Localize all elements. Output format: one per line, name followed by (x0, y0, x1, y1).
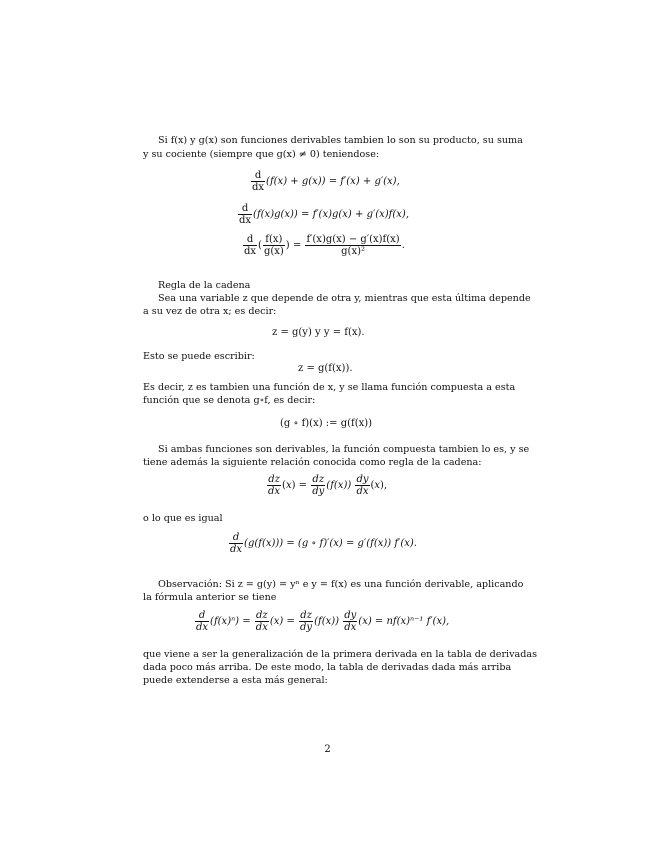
quotient-numerator: f(x) (265, 234, 283, 245)
dx-denominator: dx (230, 544, 243, 555)
both-derivable-line-2: tiene además la siguiente relación conocida como regla de la cadena: (143, 457, 482, 468)
power-lhs: (f(x)ⁿ) = (210, 616, 251, 627)
chain-intro-line-1: Sea una variable z que depende de otra y, mientras que esta última depende (158, 293, 531, 304)
dx-denominator: dx (239, 215, 252, 226)
dy-denominator: dy (312, 486, 325, 497)
after-line-2: dada poco más arriba. De este modo, la tabla de derivadas dada más arriba (143, 662, 512, 673)
dz-numerator: dz (312, 474, 325, 485)
composition-equation: z = g(f(x)). (298, 363, 353, 374)
dz-numerator: dz (268, 474, 280, 485)
dx-denominator: dx (196, 622, 209, 633)
composite-derivative-equation (228, 532, 417, 555)
observation-line-1: Observación: Si z = g(y) = yⁿ e y = f(x) es una función derivable, aplicando (158, 579, 524, 590)
d-numerator: d (232, 532, 240, 543)
dx-denominator: dx (268, 486, 281, 497)
explain-line-2: función que se denota g∘f, es decir: (143, 395, 316, 406)
dx-denominator: dx (252, 182, 265, 193)
dz-numerator: dz (255, 610, 268, 621)
both-derivable-line-1: Si ambas funciones son derivables, la función compuesta tambien lo es, y se (158, 444, 530, 455)
after-line-1: que viene a ser la generalización de la primera derivada en la tabla de derivadas (143, 649, 538, 660)
d-numerator: d (246, 234, 254, 245)
observation-line-2: la fórmula anterior se tiene (143, 592, 277, 603)
chain-rhs-argument: (f(x)) (326, 480, 352, 491)
composite-derivative-rhs: (g(f(x))) = (g ∘ f)′(x) = g′(f(x)) f′(x). (244, 538, 417, 549)
d-numerator: d (198, 610, 206, 621)
page-number: 2 (324, 744, 331, 755)
dy-numerator: dy (356, 474, 369, 485)
after-line-3: puede extenderse a esta más general: (143, 675, 328, 686)
dx-denominator: dx (255, 622, 268, 633)
quotient-rhs-numerator: f′(x)g(x) − g′(x)f(x) (306, 234, 400, 245)
dx-denominator: dx (244, 246, 257, 257)
product-rule-equation (237, 203, 409, 226)
sum-rule-equation (250, 170, 400, 193)
sum-rule-rhs: (f(x) + g(x)) = f′(x) + g′(x), (266, 176, 400, 187)
dx-denominator: dx (344, 622, 357, 633)
dy-numerator: dy (344, 610, 357, 621)
quotient-rhs-denominator: g(x)² (305, 245, 400, 257)
dx-denominator: dx (356, 486, 369, 497)
product-rule-rhs: (f(x)g(x)) = f′(x)g(x) + g′(x)f(x), (253, 209, 410, 220)
quotient-rule-equation: $\frac{d}{dx}$ ( $\frac{f(x)}{g(x)}$ ) = $\frac{f'(x)g(x) - g'(x)f(x)}{\text{g(x)²}}$ . (244, 234, 405, 257)
composite-notation-equation: (g ∘ f)(x) := g(f(x)) (280, 418, 373, 429)
explain-line-1: Es decir, z es tambien una función de x, y se llama función compuesta a esta (143, 382, 516, 393)
quotient-denominator: g(x) (263, 246, 284, 257)
power-mid: (x) = (269, 616, 295, 627)
power-chain-equation: $\frac{d}{dx}$ (f(x)ⁿ) = $\frac{dz}{dx}$ (x) = $\frac{dz}{dy}$ (f(x)) $\frac{dy}{dx}$ (x) = nf(x)ⁿ⁻¹ f′(x), (196, 610, 450, 633)
composition-definition-equation: z = g(y) y y = f(x). (272, 327, 365, 338)
chain-intro-line-2: a su vez de otra x; es decir: (143, 306, 277, 317)
dz-numerator: dz (300, 610, 312, 621)
intro-line-2: y su cociente (siempre que g(x) ≠ 0) teniendose: (143, 149, 380, 160)
d-numerator: d (254, 170, 262, 181)
dy-denominator: dy (300, 622, 313, 633)
power-end: (x) = nf(x)ⁿ⁻¹ f′(x), (358, 616, 450, 627)
chain-rule-equation: $\frac{dz}{dx}$ (x) = $\frac{dz}{dy}$ (f(x)) $\frac{dy}{dx}$ (x), (268, 474, 388, 497)
chain-rule-heading: Regla de la cadena (158, 280, 251, 291)
intro-line-1: Si f(x) y g(x) son funciones derivables tambien lo son su producto, su suma (158, 135, 523, 146)
or-equal-line: o lo que es igual (143, 513, 223, 524)
d-numerator: d (241, 203, 249, 214)
rewrite-line: Esto se puede escribir: (143, 351, 255, 362)
